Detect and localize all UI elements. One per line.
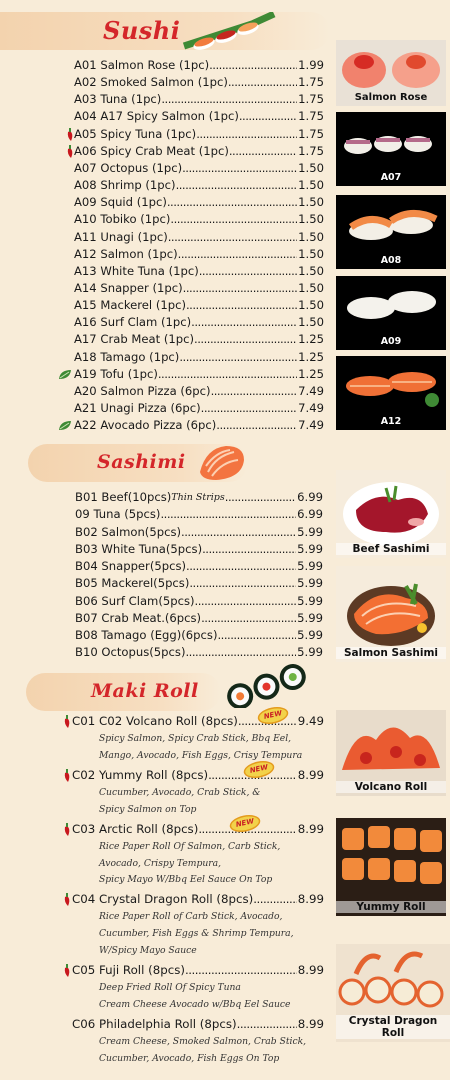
item-price: 5.99 bbox=[297, 645, 323, 660]
spicy-pepper-icon bbox=[66, 145, 74, 159]
menu-item bbox=[74, 400, 324, 417]
photo-beef-sashimi bbox=[336, 470, 446, 558]
menu-item bbox=[75, 524, 323, 541]
dot-leader bbox=[195, 593, 297, 610]
item-name: C02 Yummy Roll (8pcs) bbox=[72, 767, 209, 782]
dot-leader bbox=[201, 400, 298, 417]
dot-leader bbox=[182, 160, 297, 177]
menu-item bbox=[74, 211, 324, 228]
menu-item bbox=[75, 610, 323, 627]
new-badge: NEW bbox=[258, 706, 288, 725]
dot-leader bbox=[194, 331, 297, 348]
maki-header-icon bbox=[220, 662, 316, 708]
item-price: 8.99 bbox=[297, 821, 324, 836]
dot-leader bbox=[239, 108, 297, 125]
item-name: A21 Unagi Pizza (6pc) bbox=[74, 401, 201, 415]
photo-a12 bbox=[336, 356, 446, 430]
item-name: A06 Spicy Crab Meat (1pc) bbox=[74, 143, 229, 158]
sushi-header-icon bbox=[182, 12, 278, 54]
menu-item bbox=[74, 74, 324, 91]
menu-item bbox=[74, 417, 324, 434]
item-price: 6.99 bbox=[297, 507, 323, 522]
item-price: 1.50 bbox=[298, 246, 324, 261]
item-name: B10 Octopus(5pcs) bbox=[75, 645, 186, 660]
menu-item bbox=[74, 366, 324, 383]
menu-item bbox=[74, 349, 324, 366]
photo-caption: Beef Sashimi bbox=[336, 543, 446, 555]
photo-caption: A09 bbox=[380, 336, 402, 347]
item-description: Mango, Avocado, Fish Eggs, Crisy Tempura bbox=[99, 749, 303, 761]
menu-item bbox=[74, 194, 324, 211]
menu-item bbox=[74, 331, 324, 348]
menu-item bbox=[75, 558, 323, 575]
dot-leader bbox=[237, 1016, 297, 1033]
item-name: A20 Salmon Pizza (6pc) bbox=[74, 383, 211, 398]
item-price: 9.49 bbox=[297, 714, 324, 728]
dot-leader bbox=[211, 383, 298, 400]
dot-leader bbox=[185, 962, 297, 979]
item-name: A04 A17 Spicy Salmon (1pc) bbox=[74, 109, 239, 124]
dot-leader bbox=[170, 211, 297, 228]
item-name: A10 Tobiko (1pc) bbox=[74, 212, 171, 227]
item-price: 5.99 bbox=[297, 593, 323, 608]
dot-leader bbox=[199, 263, 297, 280]
photo-caption: Volcano Roll bbox=[336, 781, 446, 793]
maki-title: Maki Roll bbox=[91, 680, 199, 702]
dot-leader bbox=[176, 177, 298, 194]
menu-item bbox=[74, 314, 324, 331]
item-name: A17 Crab Meat (1pc) bbox=[74, 332, 195, 347]
item-price: 1.25 bbox=[298, 366, 324, 381]
item-price: 8.99 bbox=[297, 892, 324, 907]
item-description: Cream Cheese, Smoked Salmon, Crab Stick, bbox=[99, 1035, 307, 1047]
item-name: C05 Fuji Roll (8pcs) bbox=[72, 963, 185, 977]
menu-item bbox=[74, 108, 324, 125]
menu-item bbox=[74, 246, 324, 263]
item-price: 5.99 bbox=[297, 628, 323, 642]
item-price: 1.50 bbox=[298, 160, 324, 175]
menu-item bbox=[74, 383, 324, 400]
item-name: A19 Tofu (1pc) bbox=[74, 366, 158, 381]
menu-item bbox=[74, 126, 324, 143]
dot-leader bbox=[202, 541, 296, 558]
item-name: B03 White Tuna(5pcs) bbox=[75, 541, 203, 556]
item-name: C01 C02 Volcano Roll (8pcs) bbox=[72, 714, 238, 728]
item-price: 1.50 bbox=[298, 229, 324, 244]
menu-item bbox=[75, 627, 323, 644]
item-description: Spicy Salmon on Top bbox=[99, 803, 197, 815]
dot-leader bbox=[186, 558, 296, 575]
dot-leader bbox=[158, 366, 297, 383]
menu-item bbox=[74, 160, 324, 177]
photo-caption: A07 bbox=[380, 172, 402, 183]
item-name: A18 Tamago (1pc) bbox=[74, 349, 180, 364]
item-description: Cream Cheese Avocado w/Bbq Eel Sauce bbox=[99, 998, 291, 1010]
item-price: 5.99 bbox=[297, 524, 323, 539]
dot-leader bbox=[191, 314, 297, 331]
menu-item bbox=[74, 263, 324, 280]
spicy-pepper-icon bbox=[63, 964, 71, 978]
item-price: 1.50 bbox=[298, 212, 324, 227]
item-price: 5.99 bbox=[297, 559, 323, 573]
new-badge: NEW bbox=[230, 814, 260, 833]
item-name: A07 Octopus (1pc) bbox=[74, 160, 183, 175]
item-price: 1.75 bbox=[298, 126, 324, 141]
menu-item bbox=[72, 713, 324, 730]
item-price: 1.50 bbox=[298, 195, 324, 210]
photo-caption: Crystal Dragon Roll bbox=[336, 1015, 450, 1039]
item-price: 1.75 bbox=[298, 109, 324, 124]
item-name: 09 Tuna (5pcs) bbox=[75, 507, 161, 522]
photo-a09 bbox=[336, 276, 446, 350]
spicy-pepper-icon bbox=[63, 769, 71, 783]
dot-leader bbox=[181, 524, 296, 541]
sashimi-title: Sashimi bbox=[97, 451, 186, 473]
dot-leader bbox=[217, 627, 296, 644]
menu-item bbox=[72, 891, 324, 908]
menu-item bbox=[74, 297, 324, 314]
item-description: Spicy Mayo W/Bbq Eel Sauce On Top bbox=[99, 874, 273, 886]
dot-leader bbox=[216, 417, 297, 434]
dot-leader bbox=[168, 229, 297, 246]
dot-leader bbox=[189, 575, 296, 592]
item-price: 1.50 bbox=[298, 178, 324, 193]
item-price: 7.49 bbox=[298, 401, 324, 415]
item-name: A14 Snapper (1pc) bbox=[74, 280, 183, 295]
dot-leader bbox=[225, 489, 296, 506]
item-name: C03 Arctic Roll (8pcs) bbox=[72, 821, 199, 836]
menu-item bbox=[74, 280, 324, 297]
dot-leader bbox=[160, 506, 296, 523]
menu-item bbox=[74, 229, 324, 246]
dot-leader bbox=[178, 246, 298, 263]
sushi-title: Sushi bbox=[103, 16, 181, 45]
item-price: 1.99 bbox=[298, 58, 324, 72]
vegetarian-leaf-icon bbox=[58, 369, 72, 381]
photo-caption: Yummy Roll bbox=[336, 901, 446, 913]
menu-item bbox=[75, 506, 323, 523]
item-name: A11 Unagi (1pc) bbox=[74, 229, 168, 244]
menu-item bbox=[74, 91, 324, 108]
item-price: 5.99 bbox=[297, 610, 323, 625]
item-price: 1.50 bbox=[298, 298, 324, 313]
dot-leader bbox=[196, 126, 297, 143]
spicy-pepper-icon bbox=[66, 128, 74, 142]
item-name: A22 Avocado Pizza (6pc) bbox=[74, 418, 217, 433]
photo-a07 bbox=[336, 112, 446, 186]
photo-salmon-sashimi bbox=[336, 566, 446, 662]
item-price: 1.50 bbox=[298, 315, 324, 330]
menu-item bbox=[75, 593, 323, 610]
item-price: 1.25 bbox=[298, 332, 324, 347]
photo-volcano-roll bbox=[336, 710, 446, 796]
dot-leader bbox=[161, 91, 297, 108]
spicy-pepper-icon bbox=[63, 893, 71, 907]
photo-yummy-roll bbox=[336, 818, 446, 916]
menu-item bbox=[74, 57, 324, 74]
item-name: A09 Squid (1pc) bbox=[74, 195, 167, 210]
item-price: 5.99 bbox=[297, 541, 323, 556]
vegetarian-leaf-icon bbox=[58, 420, 72, 432]
item-description: Avocado, Crispy Tempura, bbox=[99, 857, 222, 869]
item-note: Thin Strips bbox=[171, 492, 225, 503]
item-name: A05 Spicy Tuna (1pc) bbox=[74, 126, 197, 141]
item-price: 1.50 bbox=[298, 263, 324, 278]
item-description: W/Spicy Mayo Sauce bbox=[99, 945, 197, 957]
menu-item bbox=[75, 644, 323, 661]
item-name: C06 Philadelphia Roll (8pcs) bbox=[72, 1016, 237, 1031]
item-name: C04 Crystal Dragon Roll (8pcs) bbox=[72, 892, 254, 907]
dot-leader bbox=[183, 280, 298, 297]
photo-a08 bbox=[336, 195, 446, 269]
item-name: B08 Tamago (Egg)(6pcs) bbox=[75, 628, 218, 642]
item-name: B04 Snapper(5pcs) bbox=[75, 559, 187, 573]
menu-item bbox=[72, 821, 324, 838]
item-name: A03 Tuna (1pc) bbox=[74, 92, 162, 107]
item-name: B07 Crab Meat.(6pcs) bbox=[75, 610, 202, 625]
item-price: 7.49 bbox=[298, 383, 324, 398]
dot-leader bbox=[253, 891, 297, 908]
menu-item bbox=[74, 177, 324, 194]
photo-salmon-rose bbox=[336, 40, 446, 106]
menu-item bbox=[72, 962, 324, 979]
item-name: A13 White Tuna (1pc) bbox=[74, 263, 199, 278]
item-description: Spicy Salmon, Spicy Crab Stick, Bbq Eel, bbox=[99, 733, 292, 744]
menu-item bbox=[75, 541, 323, 558]
menu-item bbox=[72, 1016, 324, 1033]
item-description: Rice Paper Roll Of Salmon, Carb Stick, bbox=[99, 840, 281, 852]
item-name: B06 Surf Clam(5pcs) bbox=[75, 593, 195, 608]
photo-crystal-dragon-roll bbox=[336, 944, 450, 1042]
item-price: 6.99 bbox=[297, 490, 323, 504]
dot-leader bbox=[228, 74, 297, 91]
item-price: 5.99 bbox=[297, 576, 323, 591]
item-price: 1.50 bbox=[298, 280, 324, 295]
item-price: 1.75 bbox=[298, 75, 324, 90]
item-price: 1.75 bbox=[298, 92, 324, 107]
dot-leader bbox=[201, 610, 296, 627]
item-price: 8.99 bbox=[297, 963, 324, 977]
menu-item bbox=[75, 575, 323, 592]
item-price: 8.99 bbox=[297, 767, 324, 782]
item-name: A12 Salmon (1pc) bbox=[74, 246, 178, 261]
menu-item bbox=[72, 767, 324, 784]
sashimi-header-icon bbox=[196, 442, 248, 484]
spicy-pepper-icon bbox=[63, 823, 71, 837]
item-description: Rice Paper Roll of Carb Stick, Avocado, bbox=[99, 911, 283, 923]
item-name: A15 Mackerel (1pc) bbox=[74, 298, 186, 313]
item-price: 1.75 bbox=[298, 143, 324, 158]
dot-leader bbox=[186, 297, 297, 314]
item-name: B05 Mackerel(5pcs) bbox=[75, 576, 190, 591]
dot-leader bbox=[229, 143, 297, 160]
dot-leader bbox=[167, 194, 297, 211]
dot-leader bbox=[185, 644, 296, 661]
item-description: Cucumber, Avocado, Fish Eggs On Top bbox=[99, 1052, 280, 1064]
item-name: A02 Smoked Salmon (1pc) bbox=[74, 75, 228, 90]
item-name: B01 Beef(10pcs) bbox=[75, 490, 172, 504]
menu-item bbox=[75, 489, 323, 506]
dot-leader bbox=[179, 349, 297, 366]
photo-caption: A08 bbox=[380, 255, 402, 266]
photo-caption: Salmon Rose bbox=[354, 92, 428, 103]
item-description: Deep Fried Roll Of Spicy Tuna bbox=[99, 982, 241, 993]
new-badge: NEW bbox=[244, 760, 274, 779]
item-description: Cucumber, Avocado, Crab Stick, & bbox=[99, 786, 261, 798]
item-name: A16 Surf Clam (1pc) bbox=[74, 315, 192, 330]
dot-leader bbox=[209, 57, 297, 74]
item-price: 7.49 bbox=[298, 418, 324, 433]
item-price: 8.99 bbox=[297, 1016, 324, 1031]
menu-item bbox=[74, 143, 324, 160]
item-description: Cucumber, Fish Eggs & Shrimp Tempura, bbox=[99, 928, 294, 940]
photo-caption: Salmon Sashimi bbox=[336, 647, 446, 659]
item-name: A08 Shrimp (1pc) bbox=[74, 178, 176, 193]
item-price: 1.25 bbox=[298, 349, 324, 364]
photo-caption: A12 bbox=[380, 416, 402, 427]
spicy-pepper-icon bbox=[63, 715, 71, 729]
item-name: A01 Salmon Rose (1pc) bbox=[74, 58, 210, 72]
item-name: B02 Salmon(5pcs) bbox=[75, 524, 182, 539]
